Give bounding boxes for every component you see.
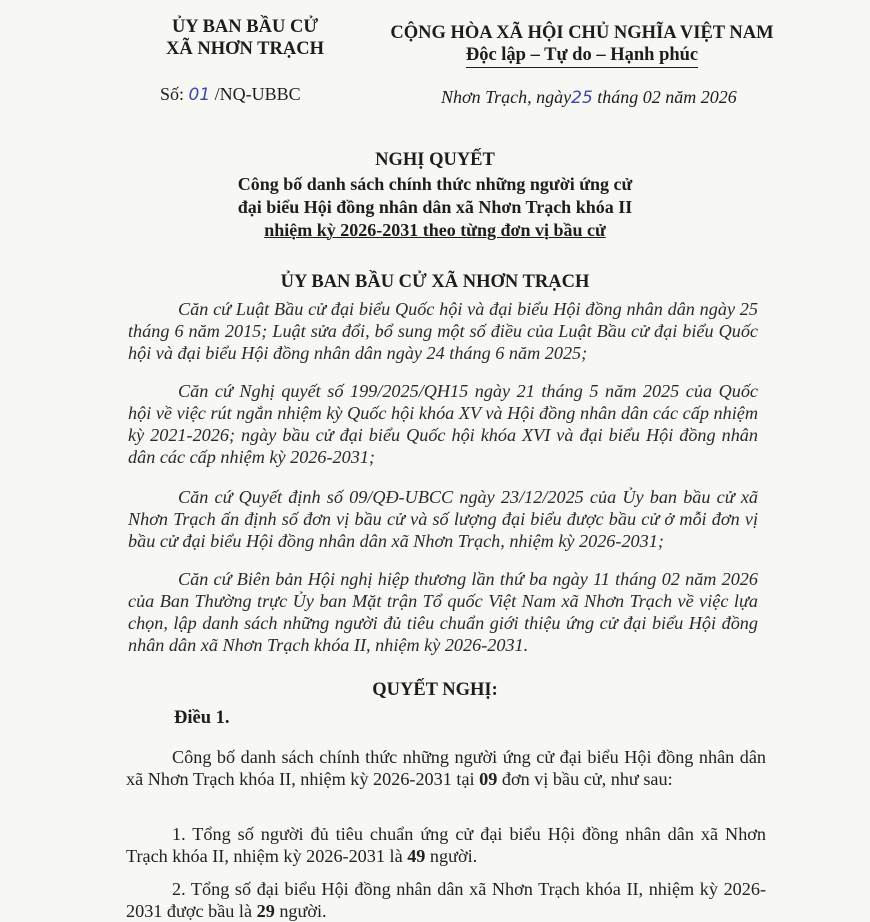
document-subject [0, 173, 870, 242]
issuing-authority [150, 16, 340, 60]
document-type: NGHỊ QUYẾT [375, 150, 495, 170]
article-1-heading: Điều 1. [174, 708, 230, 728]
candidates-count: 49 [407, 846, 426, 866]
number-handwritten: 01 [188, 85, 211, 105]
country-name: CỘNG HÒA XÃ HỘI CHỦ NGHĨA VIỆT NAM [390, 23, 774, 43]
preamble-clause-3: Căn cứ Quyết định số 09/QĐ-UBCC ngày 23/12/2025 của Ủy ban bầu cử xã Nhơn Trạch ấn định số đơn vị bầu cử và số lượng đại biểu được bầu cử ở mỗi đơn vị bầu cử đại biểu Hội đồng nhân dân xã Nhơn Trạch, nhiệm kỳ 2026-2031; [128, 487, 758, 551]
number-suffix: /NQ-UBBC [214, 84, 301, 104]
authority-line-1: ỦY BAN BẦU CỬ [171, 17, 319, 37]
decision-heading: QUYẾT NGHỊ: [372, 680, 498, 700]
place-and-date [441, 87, 737, 108]
month-year: tháng 02 năm 2026 [597, 87, 737, 107]
preamble-clause-4: Căn cứ Biên bản Hội nghị hiệp thương lần thứ ba ngày 11 tháng 02 năm 2026 của Ban Thường trực Ủy ban Mặt trận Tổ quốc Việt Nam xã Nhơn Trạch về việc lựa chọn, lập danh sách những người đủ tiêu chuẩn giới thiệu ứng cử đại biểu Hội đồng nhân dân xã Nhơn Trạch khóa II, nhiệm kỳ 2026-2031. [128, 569, 758, 655]
intro-text-a: Công bố danh sách chính thức những người ứng cử đại biểu Hội đồng nhân dân xã Nhơn Trạch khóa II, nhiệm kỳ 2026-2031 tại [126, 747, 766, 789]
item-1-text-a: 1. Tổng số người đủ tiêu chuẩn ứng cử đại biểu Hội đồng nhân dân xã Nhơn Trạch khóa II, nhiệm kỳ 2026-2031 là [126, 824, 766, 866]
subject-line-1: Công bố danh sách chính thức những người ứng cử [237, 174, 633, 194]
number-prefix: Số: [160, 84, 185, 104]
article-1-item-1 [126, 823, 766, 867]
electoral-units-count: 09 [479, 769, 498, 789]
item-1-text-b: người. [429, 846, 478, 866]
committee-heading: ỦY BAN BẦU CỬ XÃ NHƠN TRẠCH [280, 272, 590, 292]
preamble-clause-1: Căn cứ Luật Bầu cử đại biểu Quốc hội và đại biểu Hội đồng nhân dân ngày 25 tháng 6 năm 2015; Luật sửa đổi, bổ sung một số điều của Luật Bầu cử đại biểu Quốc hội và đại biểu Hội đồng nhân dân ngày 24 tháng 6 năm 2025; [128, 299, 758, 363]
subject-line-2: đại biểu Hội đồng nhân dân xã Nhơn Trạch khóa II [237, 197, 633, 217]
national-motto: Độc lập – Tự do – Hạnh phúc [466, 44, 698, 68]
article-1-intro [126, 746, 766, 790]
preamble-clause-2: Căn cứ Nghị quyết số 199/2025/QH15 ngày 21 tháng 5 năm 2025 của Quốc hội về việc rút ngắn nhiệm kỳ Quốc hội khóa XV và Hội đồng nhân dân các cấp nhiệm kỳ 2021-2026; ngày bầu cử đại biểu Quốc hội khóa XVI và đại biểu Hội đồng nhân dân các cấp nhiệm kỳ 2026-2031; [128, 381, 758, 467]
item-2-text-b: người. [279, 901, 327, 921]
article-1-item-2 [126, 878, 766, 922]
delegates-count: 29 [256, 901, 275, 921]
document-number [160, 84, 301, 105]
authority-line-2: XÃ NHƠN TRẠCH [166, 39, 324, 59]
place-date-prefix: Nhơn Trạch, ngày [441, 87, 572, 107]
intro-text-b: đơn vị bầu cử, như sau: [501, 769, 673, 789]
subject-line-3: nhiệm kỳ 2026-2031 theo từng đơn vị bầu cử [264, 220, 606, 240]
day-handwritten: 25 [571, 88, 593, 108]
item-2-text-a: 2. Tổng số đại biểu Hội đồng nhân dân xã Nhơn Trạch khóa II, nhiệm kỳ 2026-2031 được bầu là [126, 879, 766, 921]
national-header [362, 22, 802, 68]
